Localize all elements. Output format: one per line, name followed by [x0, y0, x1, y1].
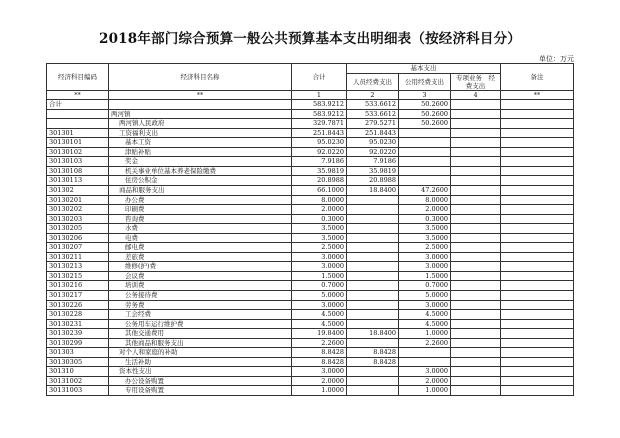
cell-public: 5.0000 — [399, 290, 451, 300]
cell-public: 3.0000 — [399, 300, 451, 310]
cell-code: 30130101 — [47, 138, 109, 148]
cell-name: 公务接待费 — [109, 290, 292, 300]
cell-remark — [501, 214, 574, 224]
cell-personnel: 20.8988 — [347, 176, 399, 186]
cell-public: 1.0000 — [399, 386, 451, 396]
cell-special — [451, 338, 501, 348]
cell-total: 329.7871 — [292, 119, 347, 129]
cell-personnel — [347, 376, 399, 386]
cell-code: 30130305 — [47, 357, 109, 367]
table-row — [47, 128, 574, 138]
cell-name: 其他交通费用 — [109, 329, 292, 339]
table-row — [47, 214, 574, 224]
cell-total: 1.5000 — [292, 271, 347, 281]
cell-code: 30131003 — [47, 386, 109, 396]
cell-total: 583.9212 — [292, 109, 347, 119]
cell-special — [451, 100, 501, 110]
cell-remark — [501, 100, 574, 110]
cell-total: 66.1000 — [292, 185, 347, 195]
cell-code: 301302 — [47, 185, 109, 195]
cell-total: 8.0000 — [292, 195, 347, 205]
cell-personnel: 7.9186 — [347, 157, 399, 167]
cell-code: 30130217 — [47, 290, 109, 300]
cell-total: 3.5000 — [292, 233, 347, 243]
cell-special — [451, 147, 501, 157]
cell-personnel — [347, 338, 399, 348]
cell-remark — [501, 357, 574, 367]
table-row — [47, 166, 574, 176]
cell-name: 生活补助 — [109, 357, 292, 367]
cell-name: 会议费 — [109, 271, 292, 281]
cell-total: 92.0220 — [292, 147, 347, 157]
index-cell: 1 — [292, 90, 347, 100]
cell-special — [451, 329, 501, 339]
cell-personnel: 8.8428 — [347, 357, 399, 367]
cell-code: 30130102 — [47, 147, 109, 157]
cell-code — [47, 119, 109, 129]
cell-remark — [501, 319, 574, 329]
cell-special — [451, 233, 501, 243]
cell-personnel: 533.6612 — [347, 109, 399, 119]
cell-code: 301301 — [47, 128, 109, 138]
cell-personnel — [347, 262, 399, 272]
table-row — [47, 290, 574, 300]
cell-public: 3.0000 — [399, 262, 451, 272]
cell-code — [47, 109, 109, 119]
cell-remark — [501, 243, 574, 253]
cell-code: 30130113 — [47, 176, 109, 186]
cell-remark — [501, 119, 574, 129]
header-row-1 — [47, 64, 574, 74]
cell-remark — [501, 338, 574, 348]
cell-special — [451, 252, 501, 262]
cell-name: 专用设备购置 — [109, 386, 292, 396]
cell-personnel — [347, 195, 399, 205]
cell-total: 3.0000 — [292, 252, 347, 262]
cell-code: 30130216 — [47, 281, 109, 291]
cell-special — [451, 128, 501, 138]
cell-total: 2.2600 — [292, 338, 347, 348]
cell-special — [451, 214, 501, 224]
cell-total: 1.0000 — [292, 386, 347, 396]
header-name: 经济科目名称 — [109, 64, 292, 91]
cell-total: 8.8428 — [292, 357, 347, 367]
table-row — [47, 205, 574, 215]
index-cell: 2 — [347, 90, 399, 100]
cell-special — [451, 157, 501, 167]
cell-name: 办公设备购置 — [109, 376, 292, 386]
cell-special — [451, 138, 501, 148]
cell-remark — [501, 176, 574, 186]
cell-special — [451, 348, 501, 358]
cell-personnel: 18.8400 — [347, 329, 399, 339]
cell-code: 301310 — [47, 367, 109, 377]
cell-total: 0.7000 — [292, 281, 347, 291]
cell-special — [451, 290, 501, 300]
table-row — [47, 376, 574, 386]
cell-total: 7.9186 — [292, 157, 347, 167]
cell-remark — [501, 290, 574, 300]
table-row — [47, 329, 574, 339]
index-cell: ** — [501, 90, 574, 100]
cell-personnel: 95.0230 — [347, 138, 399, 148]
cell-remark — [501, 252, 574, 262]
cell-special — [451, 376, 501, 386]
cell-special — [451, 319, 501, 329]
cell-name: 商品和服务支出 — [109, 185, 292, 195]
cell-code: 30130211 — [47, 252, 109, 262]
table-row — [47, 262, 574, 272]
cell-name: 两河镇人民政府 — [109, 119, 292, 129]
cell-code: 30130231 — [47, 319, 109, 329]
cell-public — [399, 138, 451, 148]
cell-total: 8.8428 — [292, 348, 347, 358]
table-row — [47, 338, 574, 348]
cell-total: 20.8988 — [292, 176, 347, 186]
header-remark: 备注 — [501, 64, 574, 91]
cell-remark — [501, 185, 574, 195]
cell-name: 其他商品和服务支出 — [109, 338, 292, 348]
table-row — [47, 243, 574, 253]
cell-code: 30130215 — [47, 271, 109, 281]
cell-total: 3.0000 — [292, 262, 347, 272]
cell-code: 30130108 — [47, 166, 109, 176]
table-row — [47, 252, 574, 262]
table-row — [47, 386, 574, 396]
cell-personnel — [347, 243, 399, 253]
cell-name: 对个人和家庭的补助 — [109, 348, 292, 358]
cell-personnel — [347, 252, 399, 262]
cell-total: 19.8400 — [292, 329, 347, 339]
cell-name: 机关事业单位基本养老保险缴费 — [109, 166, 292, 176]
cell-remark — [501, 281, 574, 291]
cell-public — [399, 166, 451, 176]
cell-special — [451, 357, 501, 367]
cell-remark — [501, 367, 574, 377]
cell-total: 95.0230 — [292, 138, 347, 148]
cell-name: 劳务费 — [109, 300, 292, 310]
cell-special — [451, 281, 501, 291]
table-row — [47, 357, 574, 367]
cell-personnel: 35.9819 — [347, 166, 399, 176]
cell-name: 邮电费 — [109, 243, 292, 253]
cell-public: 2.2600 — [399, 338, 451, 348]
cell-remark — [501, 271, 574, 281]
cell-name: 基本工资 — [109, 138, 292, 148]
cell-code: 30130201 — [47, 195, 109, 205]
cell-personnel: 251.8443 — [347, 128, 399, 138]
table-row — [47, 185, 574, 195]
cell-total: 3.0000 — [292, 367, 347, 377]
cell-public: 2.5000 — [399, 243, 451, 253]
cell-code: 30130226 — [47, 300, 109, 310]
cell-total: 3.5000 — [292, 224, 347, 234]
cell-name: 工资福利支出 — [109, 128, 292, 138]
cell-remark — [501, 224, 574, 234]
cell-code: 30130299 — [47, 338, 109, 348]
cell-personnel — [347, 386, 399, 396]
cell-personnel: 92.0220 — [347, 147, 399, 157]
table-row — [47, 271, 574, 281]
unit-label: 单位：万元 — [539, 55, 574, 63]
cell-total: 583.9212 — [292, 100, 347, 110]
cell-code: 合计 — [47, 100, 109, 110]
cell-remark — [501, 386, 574, 396]
table-body — [47, 100, 574, 396]
cell-name: 两河镇 — [109, 109, 292, 119]
cell-remark — [501, 329, 574, 339]
cell-public — [399, 157, 451, 167]
cell-personnel — [347, 233, 399, 243]
cell-code: 30130239 — [47, 329, 109, 339]
header-public: 公用经费支出 — [399, 73, 451, 90]
cell-name — [109, 100, 292, 110]
cell-public: 2.0000 — [399, 205, 451, 215]
table-row — [47, 310, 574, 320]
table-row — [47, 319, 574, 329]
cell-name: 维修(护)费 — [109, 262, 292, 272]
cell-total: 4.5000 — [292, 310, 347, 320]
cell-remark — [501, 109, 574, 119]
cell-code: 30130207 — [47, 243, 109, 253]
cell-total: 2.0000 — [292, 376, 347, 386]
cell-public: 1.5000 — [399, 271, 451, 281]
cell-public: 50.2600 — [399, 119, 451, 129]
cell-code: 30130228 — [47, 310, 109, 320]
cell-name: 咨询费 — [109, 214, 292, 224]
header-special: 专项业务 经费支出 — [451, 73, 501, 90]
table-row — [47, 195, 574, 205]
cell-remark — [501, 262, 574, 272]
cell-remark — [501, 300, 574, 310]
table-row — [47, 300, 574, 310]
cell-name: 住房公积金 — [109, 176, 292, 186]
cell-personnel — [347, 271, 399, 281]
cell-special — [451, 176, 501, 186]
cell-special — [451, 109, 501, 119]
cell-special — [451, 367, 501, 377]
cell-code: 30130213 — [47, 262, 109, 272]
cell-public: 3.0000 — [399, 252, 451, 262]
cell-remark — [501, 128, 574, 138]
cell-public: 4.5000 — [399, 319, 451, 329]
cell-remark — [501, 376, 574, 386]
cell-name: 办公费 — [109, 195, 292, 205]
cell-special — [451, 271, 501, 281]
cell-personnel: 8.8428 — [347, 348, 399, 358]
cell-special — [451, 185, 501, 195]
cell-special — [451, 310, 501, 320]
table-row — [47, 367, 574, 377]
cell-special — [451, 386, 501, 396]
cell-personnel: 18.8400 — [347, 185, 399, 195]
cell-name: 差旅费 — [109, 252, 292, 262]
table-row — [47, 147, 574, 157]
cell-personnel — [347, 281, 399, 291]
cell-special — [451, 224, 501, 234]
table-row — [47, 348, 574, 358]
cell-public: 4.5000 — [399, 310, 451, 320]
table-row — [47, 224, 574, 234]
cell-public — [399, 128, 451, 138]
cell-special — [451, 205, 501, 215]
cell-total: 35.9819 — [292, 166, 347, 176]
cell-personnel — [347, 205, 399, 215]
cell-personnel — [347, 319, 399, 329]
cell-remark — [501, 348, 574, 358]
cell-personnel: 279.5271 — [347, 119, 399, 129]
header-basic: 基本支出 — [347, 64, 501, 74]
cell-code: 30130103 — [47, 157, 109, 167]
table-row — [47, 157, 574, 167]
cell-code: 30130203 — [47, 214, 109, 224]
cell-public: 3.0000 — [399, 367, 451, 377]
cell-personnel — [347, 310, 399, 320]
index-cell: 3 — [399, 90, 451, 100]
cell-personnel: 533.6612 — [347, 100, 399, 110]
cell-public: 2.0000 — [399, 376, 451, 386]
cell-personnel — [347, 214, 399, 224]
header-total: 合计 — [292, 64, 347, 91]
cell-total: 2.5000 — [292, 243, 347, 253]
cell-special — [451, 166, 501, 176]
cell-total: 0.3000 — [292, 214, 347, 224]
cell-special — [451, 300, 501, 310]
cell-public — [399, 357, 451, 367]
cell-personnel — [347, 300, 399, 310]
cell-public: 0.3000 — [399, 214, 451, 224]
cell-name: 资本性支出 — [109, 367, 292, 377]
cell-public — [399, 176, 451, 186]
table-row — [47, 233, 574, 243]
cell-total: 251.8443 — [292, 128, 347, 138]
cell-name: 培训费 — [109, 281, 292, 291]
cell-public: 3.5000 — [399, 224, 451, 234]
cell-remark — [501, 166, 574, 176]
cell-remark — [501, 138, 574, 148]
index-row — [47, 90, 574, 100]
index-cell: 4 — [451, 90, 501, 100]
index-cell: ** — [109, 90, 292, 100]
cell-total: 2.0000 — [292, 205, 347, 215]
cell-public — [399, 348, 451, 358]
cell-public: 1.0000 — [399, 329, 451, 339]
cell-special — [451, 262, 501, 272]
table-row — [47, 138, 574, 148]
cell-name: 电费 — [109, 233, 292, 243]
cell-public: 50.2600 — [399, 109, 451, 119]
cell-name: 津贴补贴 — [109, 147, 292, 157]
cell-public: 3.5000 — [399, 233, 451, 243]
cell-name: 奖金 — [109, 157, 292, 167]
header-personnel: 人员经费支出 — [347, 73, 399, 90]
cell-name: 工会经费 — [109, 310, 292, 320]
cell-remark — [501, 205, 574, 215]
cell-name: 水费 — [109, 224, 292, 234]
table-row — [47, 176, 574, 186]
cell-personnel — [347, 367, 399, 377]
table-row — [47, 281, 574, 291]
cell-total: 4.5000 — [292, 319, 347, 329]
cell-name: 公务用车运行维护费 — [109, 319, 292, 329]
cell-public: 0.7000 — [399, 281, 451, 291]
expenditure-table — [46, 63, 574, 396]
cell-public: 8.0000 — [399, 195, 451, 205]
cell-remark — [501, 233, 574, 243]
cell-code: 30130202 — [47, 205, 109, 215]
table-row — [47, 109, 574, 119]
cell-code: 301303 — [47, 348, 109, 358]
cell-special — [451, 195, 501, 205]
cell-total: 3.0000 — [292, 300, 347, 310]
header-code: 经济科目编码 — [47, 64, 109, 91]
cell-code: 30131002 — [47, 376, 109, 386]
cell-public: 47.2600 — [399, 185, 451, 195]
cell-special — [451, 243, 501, 253]
index-cell: ** — [47, 90, 109, 100]
table-row — [47, 119, 574, 129]
page-title: 2018年部门综合预算一般公共预算基本支出明细表（按经济科目分） — [99, 31, 521, 47]
cell-public: 50.2600 — [399, 100, 451, 110]
cell-total: 5.0000 — [292, 290, 347, 300]
cell-name: 印刷费 — [109, 205, 292, 215]
cell-personnel — [347, 224, 399, 234]
cell-remark — [501, 310, 574, 320]
cell-public — [399, 147, 451, 157]
cell-remark — [501, 147, 574, 157]
cell-personnel — [347, 290, 399, 300]
cell-remark — [501, 157, 574, 167]
table-row — [47, 100, 574, 110]
cell-code: 30130206 — [47, 233, 109, 243]
cell-remark — [501, 195, 574, 205]
cell-special — [451, 119, 501, 129]
cell-code: 30130205 — [47, 224, 109, 234]
